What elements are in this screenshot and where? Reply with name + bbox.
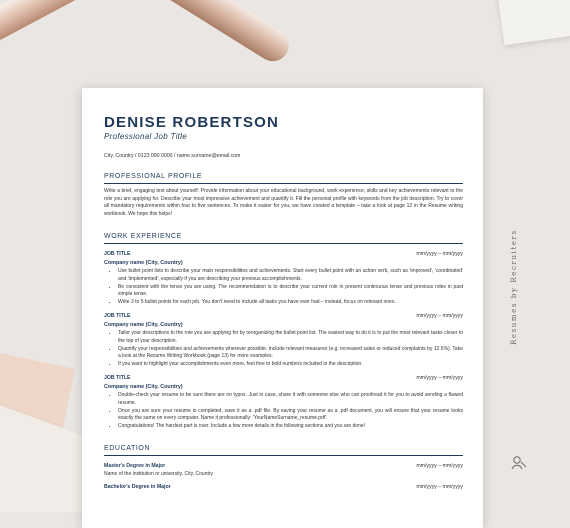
education-entry xyxy=(104,484,463,490)
job-company: Company name (City, Country) xyxy=(104,384,183,391)
rose-gold-pen xyxy=(125,0,295,67)
job-bullet: • Be consistent with the tense you are using. The recommendation is to describe your current role in present continuous tense and previous roles in past simple tense. xyxy=(118,284,463,299)
job-bullet: • Use bullet point lists to describe your main responsibilities and achievements. Start every bullet point with an action verb, such as 'improved', 'coordinated' and 'implemented', especially if you are describing your previous accomplishments. xyxy=(118,268,463,283)
job-bullet: • Once you are sure your resume is completed, save it as a .pdf file. By saving your resume as a .pdf document, you will ensure that your resume looks exactly the same on every computer. Name it professionally: 'YourNameSurname_resume.pdf'. xyxy=(118,408,463,423)
job-title: JOB TITLE xyxy=(104,313,131,320)
job-dates: mm/yyyy – mm/yyyy xyxy=(416,375,463,382)
education-degree: Bachelor's Degree in Major xyxy=(104,484,171,491)
job-bullet: • Congratulations! The hardest part is over. Include a few more details in the following sections and you are done! xyxy=(118,423,463,431)
education-heading: EDUCATION xyxy=(104,445,463,456)
job-bullets xyxy=(104,330,463,368)
job-bullet: • Write 3 to 5 bullet points for each job. You don't need to include all tasks you have ever had – instead, focus on relevant ones. xyxy=(118,299,463,307)
job-title: JOB TITLE xyxy=(104,375,131,382)
resume-page xyxy=(82,88,483,528)
job-company: Company name (City, Country) xyxy=(104,322,183,329)
education-entry xyxy=(104,463,463,477)
job-bullet: • If you want to highlight your accomplishments even more, feel free to bold numbers included in the description. xyxy=(118,361,463,369)
education-dates: mm/yyyy – mm/yyyy xyxy=(416,484,463,491)
job-bullet: • Quantify your responsibilities and achievements wherever possible. Include relevant measures (e.g. increased sales or reduced complaints by 12.5%). Take a look at the Resume Writing Workbook (page 13) for more examples. xyxy=(118,346,463,361)
job-bullet: • Double-check your resume to be sure there are no typos. Just in case, share it with someone else who can proofread it for you to avoid sending a flawed resume. xyxy=(118,392,463,407)
education-dates: mm/yyyy – mm/yyyy xyxy=(416,463,463,470)
job-entry xyxy=(104,251,463,306)
resume-job-title: Professional Job Title xyxy=(104,132,188,141)
job-bullets xyxy=(104,392,463,430)
job-company: Company name (City, Country) xyxy=(104,260,183,267)
experience-heading: WORK EXPERIENCE xyxy=(104,233,463,244)
job-dates: mm/yyyy – mm/yyyy xyxy=(416,313,463,320)
job-entry xyxy=(104,375,463,430)
brand-wordmark: Resumes by Recruiters xyxy=(510,229,518,345)
job-bullet: • Tailor your descriptions to the role you are applying for by reorganizing the bullet point list. The easiest way to do it is to put the most relevant tasks closer to the top of your description. xyxy=(118,330,463,345)
paper-card-top xyxy=(496,0,570,45)
job-dates: mm/yyyy – mm/yyyy xyxy=(416,251,463,258)
profile-text: Write a brief, engaging text about yourself: Provide information about your educational background, work experience, skills and key achievements relevant to the role you are applying for. Describe your most impressive achievement and quantify it. Fill the personal profile with keywords from the job description. Try to cover all mandatory requirements within four to five sentences. To make it easier for you, we have created a template – take a look at page 12 in the Resume writing workbook. We hope this helps! xyxy=(104,188,463,217)
resume-contact: City, Country / 0123 000 0000 / name.surname@email.com xyxy=(104,153,241,159)
job-entry xyxy=(104,313,463,368)
resume-name: DENISE ROBERTSON xyxy=(104,114,280,131)
education-degree: Master's Degree in Major xyxy=(104,463,166,470)
profile-heading: PROFESSIONAL PROFILE xyxy=(104,173,463,184)
education-institution: Name of the institution or university, City, Country xyxy=(104,471,214,478)
job-title: JOB TITLE xyxy=(104,251,131,258)
brand-logo-icon xyxy=(510,454,528,472)
job-bullets xyxy=(104,268,463,306)
